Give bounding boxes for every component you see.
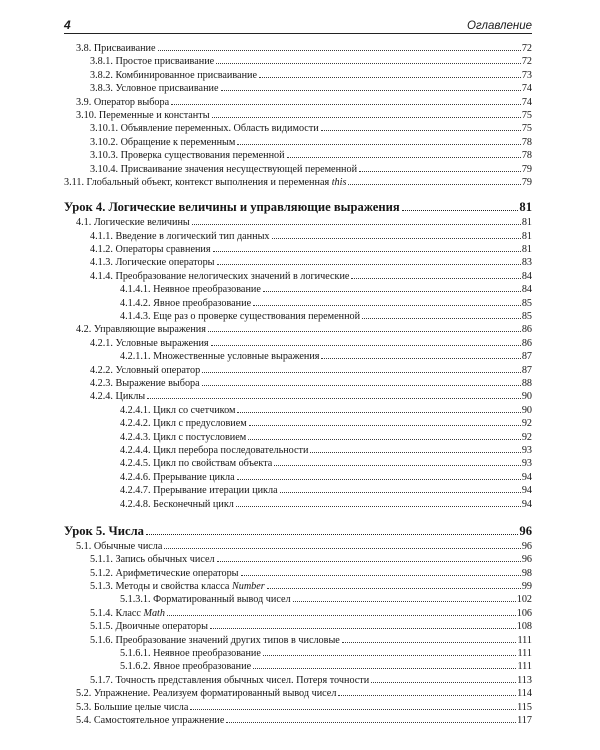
toc-entry-text: 4.2.4.4. Цикл перебора последовательности: [120, 444, 309, 456]
dot-leader: [362, 318, 521, 319]
toc-entry-italic-term: Number: [231, 581, 265, 593]
page-number: 4: [64, 18, 71, 32]
toc-entry: [64, 337, 532, 350]
toc-entry-title: [90, 337, 209, 350]
toc-entry-title: [120, 593, 291, 606]
toc-entry-text: 3.10.2. Обращение к переменным: [90, 136, 236, 148]
toc-page-number: 81: [521, 217, 532, 229]
toc-entry-text: 4.1.4. Преобразование нелогических значений в логические: [90, 270, 350, 282]
toc-entry: [64, 444, 532, 457]
toc-entry-text: 5.2. Упражнение. Реализуем форматированный вывод чисел: [76, 688, 337, 700]
dot-leader: [287, 157, 521, 158]
toc-page-number: 113: [517, 674, 532, 686]
toc-entry-title: [120, 404, 235, 417]
toc-page-number: 78: [521, 150, 532, 162]
toc-entry-text: 4.2.4.1. Цикл со счетчиком: [120, 404, 236, 416]
toc-page-number: 81: [521, 244, 532, 256]
toc-entry-text: 3.8.1. Простое присваивание: [90, 56, 215, 68]
toc-page-number: 73: [521, 69, 532, 81]
toc-entry-title: [120, 417, 247, 430]
header-rule: [64, 33, 532, 34]
toc-page-number: 90: [521, 391, 532, 403]
toc-entry: [64, 283, 532, 296]
toc-page-number: 92: [521, 418, 532, 430]
toc-entry-text: 4.2.1. Условные выражения: [90, 337, 209, 349]
dot-leader: [237, 412, 520, 413]
toc-entry: [64, 377, 532, 390]
toc-entry-title: [90, 553, 215, 566]
toc-page-number: 84: [521, 284, 532, 296]
toc-entry-title: [120, 283, 261, 296]
toc-page-number: 106: [516, 607, 532, 619]
toc-entry-text: 4.2. Управляющие выражения: [76, 324, 206, 336]
toc-page-number: 86: [521, 337, 532, 349]
toc-entry-text: 5.1.6.1. Неявное преобразование: [120, 648, 261, 660]
toc-entry: [64, 674, 532, 687]
toc-entry-text: 3.10. Переменные и константы: [76, 109, 210, 121]
toc-entry-text: 5.1.3.1. Форматированный вывод чисел: [120, 594, 291, 606]
toc-entry-title: [76, 96, 169, 109]
toc-entry-title: [64, 176, 346, 189]
toc-page-number: 90: [521, 404, 532, 416]
dot-leader: [237, 144, 521, 145]
toc-entry: [64, 714, 532, 727]
toc-entry-text: 4.1.3. Логические операторы: [90, 257, 215, 269]
toc-entry-text: 5.1. Обычные числа: [76, 540, 163, 552]
toc-entry-title: [90, 55, 214, 68]
dot-leader: [211, 345, 521, 346]
toc-entry-text: 5.1.5. Двоичные операторы: [90, 621, 208, 633]
dot-leader: [167, 615, 516, 616]
toc-entry-title: [120, 297, 251, 310]
toc-entry-text: 4.2.4.3. Цикл с постусловием: [120, 431, 247, 443]
toc-entry-text: 4.1.4.2. Явное преобразование: [120, 297, 252, 309]
toc-entry-title: [90, 230, 270, 243]
toc-page-number: 88: [521, 377, 532, 389]
dot-leader: [236, 506, 521, 507]
toc-entry: [64, 256, 532, 269]
toc-entry-text: 4.1.4.1. Неявное преобразование: [120, 284, 261, 296]
toc-entry-title: [76, 42, 156, 55]
toc-entry: [64, 230, 532, 243]
toc-entry-title: [76, 714, 224, 727]
dot-leader: [293, 601, 516, 602]
toc-entry-italic-term: this: [331, 176, 347, 188]
toc-entry-title: [90, 122, 319, 135]
toc-page-number: 99: [521, 581, 532, 593]
dot-leader: [210, 628, 516, 629]
dot-leader: [237, 479, 521, 480]
toc-entry: [64, 163, 532, 176]
toc-lesson-heading: [64, 523, 532, 540]
toc-entry-title: [90, 377, 200, 390]
toc-entry-text: 3.10.1. Объявление переменных. Область видимости: [90, 123, 319, 135]
dot-leader: [310, 452, 520, 453]
toc-entry: [64, 540, 532, 553]
toc-entry-title: [120, 350, 319, 363]
toc-entry: [64, 484, 532, 497]
dot-leader: [321, 130, 521, 131]
toc-entry-text: 4.2.2. Условный оператор: [90, 364, 201, 376]
toc-entry-text: 3.11. Глобальный объект, контекст выполнения и переменная: [64, 176, 332, 188]
toc-entry-title: [90, 364, 200, 377]
toc-entry: [64, 136, 532, 149]
toc-entry-text: 4.2.4.6. Прерывание цикла: [120, 471, 235, 483]
dot-leader: [158, 50, 521, 51]
toc-entry-text: 5.1.2. Арифметические операторы: [90, 567, 239, 579]
toc-entry-title: [64, 523, 144, 540]
toc-entry-text: 5.1.3. Методы и свойства класса: [90, 581, 232, 593]
toc-page-number: 96: [521, 554, 532, 566]
toc-entry: [64, 350, 532, 363]
toc-page-number: 75: [521, 109, 532, 121]
toc-entry: [64, 149, 532, 162]
toc-entry-text: 3.8. Присваивание: [76, 43, 156, 54]
toc-entry-title: [120, 431, 246, 444]
toc-page-number: 111: [517, 634, 532, 646]
toc-entry-text: Урок 4. Логические величины и управляющие выражения: [64, 200, 400, 215]
toc-entry-text: 4.2.4.5. Цикл по свойствам объекта: [120, 458, 273, 470]
toc-entry-text: 3.9. Оператор выбора: [76, 96, 170, 108]
toc-entry: [64, 607, 532, 620]
dot-leader: [226, 722, 516, 723]
toc-page-number: 78: [521, 136, 532, 148]
toc-entry: [64, 390, 532, 403]
toc-page-number: 117: [517, 714, 532, 726]
dot-leader: [208, 331, 521, 332]
toc-entry-text: 3.10.4. Присваивание значения несуществующей переменной: [90, 163, 358, 175]
toc-entry-title: [90, 69, 257, 82]
toc-entry-text: 4.2.4.8. Бесконечный цикл: [120, 498, 234, 510]
dot-leader: [351, 278, 520, 279]
toc-page-number: 74: [521, 96, 532, 108]
toc-entry-text: 4.1. Логические величины: [76, 217, 190, 229]
toc-page-number: 111: [517, 661, 532, 673]
toc-entry: [64, 620, 532, 633]
toc-entry-title: [120, 647, 261, 660]
toc-entry-title: [90, 136, 235, 149]
dot-leader: [202, 385, 521, 386]
dot-leader: [267, 588, 521, 589]
dot-leader: [217, 264, 521, 265]
toc-entry: [64, 701, 532, 714]
toc-entry: [64, 431, 532, 444]
toc-page-number: 96: [519, 523, 532, 538]
toc-entry-text: 4.2.4.2. Цикл с предусловием: [120, 418, 247, 430]
toc-page-number: 85: [521, 311, 532, 323]
table-of-contents: [64, 42, 532, 727]
toc-entry: [64, 96, 532, 109]
toc-entry: [64, 660, 532, 673]
toc-entry: [64, 498, 532, 511]
toc-entry-title: [120, 471, 235, 484]
toc-entry-text: 5.1.4. Класс: [90, 607, 144, 619]
dot-leader: [192, 224, 521, 225]
toc-entry: [64, 457, 532, 470]
toc-entry: [64, 270, 532, 283]
toc-entry: [64, 553, 532, 566]
toc-entry-title: [90, 243, 211, 256]
toc-entry-title: [90, 390, 145, 403]
toc-entry: [64, 647, 532, 660]
dot-leader: [241, 575, 521, 576]
toc-entry-text: 5.1.1. Запись обычных чисел: [90, 554, 215, 566]
toc-entry: [64, 42, 532, 55]
toc-entry-title: [76, 540, 162, 553]
toc-entry-title: [76, 687, 336, 700]
toc-page-number: 72: [521, 56, 532, 68]
toc-entry-text: 5.3. Большие целые числа: [76, 701, 189, 713]
toc-entry: [64, 82, 532, 95]
dot-leader: [321, 358, 520, 359]
toc-entry-title: [90, 567, 239, 580]
dot-leader: [338, 695, 516, 696]
toc-page-number: 102: [516, 594, 532, 606]
toc-entry: [64, 634, 532, 647]
toc-page-number: 74: [521, 83, 532, 95]
toc-entry: [64, 404, 532, 417]
toc-entry: [64, 471, 532, 484]
dot-leader: [164, 548, 520, 549]
toc-entry-text: 4.1.1. Введение в логический тип данных: [90, 230, 270, 242]
toc-entry-text: 4.1.2. Операторы сравнения: [90, 244, 211, 256]
toc-entry: [64, 310, 532, 323]
toc-entry-text: 5.1.7. Точность представления обычных чисел. Потеря точности: [90, 674, 370, 686]
dot-leader: [263, 291, 521, 292]
toc-entry-title: [120, 484, 278, 497]
dot-leader: [147, 398, 521, 399]
toc-entry-title: [76, 216, 190, 229]
toc-entry: [64, 417, 532, 430]
toc-entry: [64, 364, 532, 377]
toc-page-number: 83: [521, 257, 532, 269]
toc-entry-title: [90, 620, 208, 633]
toc-page-number: 72: [521, 43, 532, 54]
toc-entry-text: 3.8.3. Условное присваивание: [90, 83, 219, 95]
toc-page-number: 108: [516, 621, 532, 633]
toc-entry-text: 5.1.6.2. Явное преобразование: [120, 661, 252, 673]
toc-page-number: 81: [521, 230, 532, 242]
dot-leader: [280, 492, 521, 493]
toc-lesson-heading: [64, 199, 532, 216]
toc-entry-text: 4.2.1.1. Множественные условные выражения: [120, 351, 320, 363]
toc-entry-title: [120, 498, 234, 511]
toc-entry-title: [90, 270, 349, 283]
toc-page-number: 111: [517, 648, 532, 660]
toc-page-number: 114: [517, 688, 532, 700]
dot-leader: [263, 655, 517, 656]
toc-entry-text: 4.2.4. Циклы: [90, 391, 146, 403]
dot-leader: [190, 709, 516, 710]
toc-entry: [64, 593, 532, 606]
toc-page-number: 86: [521, 324, 532, 336]
toc-page-number: 75: [521, 123, 532, 135]
dot-leader: [212, 117, 521, 118]
toc-entry-title: [90, 163, 357, 176]
dot-leader: [202, 372, 521, 373]
toc-entry-title: [64, 199, 400, 216]
toc-entry-title: [90, 256, 215, 269]
toc-entry: [64, 323, 532, 336]
toc-entry-title: [120, 444, 308, 457]
toc-page-number: 79: [521, 176, 532, 188]
toc-entry-text: 3.8.2. Комбинированное присваивание: [90, 69, 258, 81]
toc-entry: [64, 109, 532, 122]
dot-leader: [359, 171, 521, 172]
dot-leader: [402, 210, 519, 211]
toc-entry-title: [120, 457, 272, 470]
toc-page-number: 94: [521, 471, 532, 483]
toc-page-number: 79: [521, 163, 532, 175]
dot-leader: [146, 534, 518, 535]
toc-entry-title: [120, 310, 360, 323]
toc-entry-text: 3.10.3. Проверка существования переменной: [90, 150, 285, 162]
toc-entry: [64, 567, 532, 580]
toc-entry-title: [120, 660, 251, 673]
dot-leader: [253, 668, 516, 669]
toc-entry-title: [90, 607, 165, 620]
toc-entry-title: [76, 701, 188, 714]
toc-page-number: 98: [521, 567, 532, 579]
dot-leader: [348, 184, 520, 185]
toc-entry: [64, 122, 532, 135]
toc-page-number: 93: [521, 458, 532, 470]
dot-leader: [272, 238, 521, 239]
toc-page-number: 87: [521, 364, 532, 376]
dot-leader: [253, 305, 521, 306]
toc-entry-text: Урок 5. Числа: [64, 523, 144, 538]
dot-leader: [216, 63, 521, 64]
dot-leader: [249, 425, 521, 426]
toc-page-number: 96: [521, 540, 532, 552]
toc-entry: [64, 243, 532, 256]
dot-leader: [248, 439, 521, 440]
toc-entry: [64, 216, 532, 229]
dot-leader: [371, 682, 516, 683]
toc-entry-text: 5.4. Самостоятельное упражнение: [76, 714, 225, 726]
toc-entry-title: [90, 82, 219, 95]
toc-entry-title: [90, 580, 265, 593]
toc-page-number: 92: [521, 431, 532, 443]
toc-entry-italic-term: Math: [143, 607, 165, 619]
toc-entry-title: [90, 634, 340, 647]
toc-page-number: 84: [521, 270, 532, 282]
toc-entry-title: [90, 674, 369, 687]
toc-entry-text: 4.2.4.7. Прерывание итерации цикла: [120, 485, 278, 497]
dot-leader: [342, 642, 517, 643]
toc-page-number: 87: [521, 351, 532, 363]
toc-page-number: 85: [521, 297, 532, 309]
toc-entry-text: 5.1.6. Преобразование значений других типов в числовые: [90, 634, 340, 646]
toc-entry-title: [76, 323, 206, 336]
page-header: [64, 12, 532, 32]
dot-leader: [259, 77, 521, 78]
dot-leader: [274, 465, 521, 466]
toc-entry: [64, 580, 532, 593]
toc-entry-title: [76, 109, 210, 122]
dot-leader: [221, 90, 521, 91]
dot-leader: [217, 561, 521, 562]
toc-entry: [64, 55, 532, 68]
dot-leader: [171, 104, 521, 105]
toc-entry: [64, 69, 532, 82]
toc-page-number: 115: [517, 701, 532, 713]
toc-entry-text: 4.1.4.3. Еще раз о проверке существования переменной: [120, 311, 361, 323]
toc-entry: [64, 176, 532, 189]
toc-page-number: 94: [521, 485, 532, 497]
toc-entry-title: [90, 149, 285, 162]
toc-entry: [64, 297, 532, 310]
toc-page-number: 93: [521, 444, 532, 456]
toc-page-number: 94: [521, 498, 532, 510]
toc-entry-text: 4.2.3. Выражение выбора: [90, 377, 200, 389]
toc-entry: [64, 687, 532, 700]
dot-leader: [213, 251, 521, 252]
toc-page-number: 81: [519, 200, 532, 215]
running-title: Оглавление: [467, 20, 532, 32]
